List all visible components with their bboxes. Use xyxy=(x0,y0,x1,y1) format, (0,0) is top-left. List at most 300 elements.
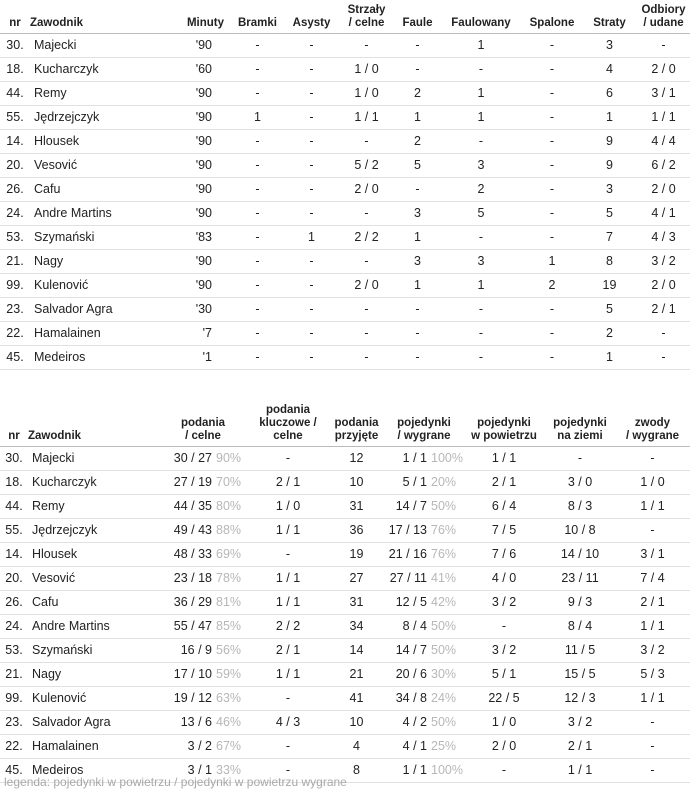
row-fouls: 5 xyxy=(395,153,440,177)
row-dribbles: - xyxy=(615,518,690,542)
row-key-passes: 1 / 1 xyxy=(248,590,328,614)
passes-value: 13 / 6 xyxy=(180,715,212,729)
duels-value: 1 / 1 xyxy=(402,763,427,777)
row-air-duels: 3 / 2 xyxy=(463,590,545,614)
row-offsides: - xyxy=(522,225,582,249)
passes-percent: 69% xyxy=(216,547,242,561)
table-row xyxy=(0,345,690,369)
row-duels xyxy=(385,518,463,542)
header-nr: nr xyxy=(0,400,28,446)
row-air-duels: 1 / 0 xyxy=(463,710,545,734)
duels-percent: 76% xyxy=(431,523,457,537)
row-fouled: 3 xyxy=(440,249,522,273)
row-player: Salvador Agra xyxy=(30,297,160,321)
row-ground-duels: 15 / 5 xyxy=(545,662,615,686)
duels-percent: 20% xyxy=(431,475,457,489)
row-losses: 6 xyxy=(582,81,637,105)
duels-percent: 100% xyxy=(431,763,463,777)
row-ground-duels: 2 / 1 xyxy=(545,734,615,758)
row-duels xyxy=(385,470,463,494)
row-assists: - xyxy=(285,345,338,369)
row-shots: 2 / 0 xyxy=(338,177,395,201)
row-ground-duels: 1 / 1 xyxy=(545,758,615,782)
duels-value: 1 / 1 xyxy=(402,451,427,465)
row-shots: 1 / 1 xyxy=(338,105,395,129)
row-player: Nagy xyxy=(28,662,158,686)
row-assists: - xyxy=(285,57,338,81)
passes-percent: 70% xyxy=(216,475,242,489)
row-dribbles: - xyxy=(615,446,690,470)
row-received: 31 xyxy=(328,590,385,614)
row-dribbles: - xyxy=(615,734,690,758)
row-air-duels: 1 / 1 xyxy=(463,446,545,470)
row-goals: - xyxy=(230,249,285,273)
row-passes xyxy=(158,710,248,734)
row-passes xyxy=(158,614,248,638)
table-row xyxy=(0,81,690,105)
row-fouls: 3 xyxy=(395,249,440,273)
passes-percent: 33% xyxy=(216,763,242,777)
row-player: Vesović xyxy=(30,153,160,177)
row-ground-duels: 12 / 3 xyxy=(545,686,615,710)
passes-value: 19 / 12 xyxy=(173,691,212,705)
row-assists: - xyxy=(285,105,338,129)
header-recoveries: Odbiory / udane xyxy=(637,0,690,33)
row-passes xyxy=(158,470,248,494)
duels-value: 21 / 16 xyxy=(388,547,427,561)
row-received: 31 xyxy=(328,494,385,518)
duels-percent: 76% xyxy=(431,547,457,561)
passes-value: 17 / 10 xyxy=(173,667,212,681)
row-key-passes: 2 / 1 xyxy=(248,470,328,494)
row-offsides: - xyxy=(522,153,582,177)
table-row xyxy=(0,710,690,734)
row-fouled: - xyxy=(440,129,522,153)
row-player: Szymański xyxy=(28,638,158,662)
row-nr: 18. xyxy=(0,57,30,81)
row-player: Kucharczyk xyxy=(28,470,158,494)
row-losses: 9 xyxy=(582,129,637,153)
row-nr: 23. xyxy=(0,710,28,734)
row-goals: - xyxy=(230,153,285,177)
duels-percent: 42% xyxy=(431,595,457,609)
row-nr: 21. xyxy=(0,249,30,273)
row-player: Kucharczyk xyxy=(30,57,160,81)
row-minutes: '1 xyxy=(160,345,230,369)
row-key-passes: - xyxy=(248,686,328,710)
header-player: Zawodnik xyxy=(30,0,160,33)
row-ground-duels: 3 / 0 xyxy=(545,470,615,494)
row-passes xyxy=(158,686,248,710)
table-row xyxy=(0,33,690,57)
row-air-duels: 4 / 0 xyxy=(463,566,545,590)
row-received: 14 xyxy=(328,638,385,662)
header-duels: pojedynki / wygrane xyxy=(385,400,463,446)
row-assists: - xyxy=(285,81,338,105)
row-goals: - xyxy=(230,57,285,81)
row-shots: 2 / 2 xyxy=(338,225,395,249)
row-offsides: - xyxy=(522,297,582,321)
row-assists: - xyxy=(285,321,338,345)
table-row xyxy=(0,249,690,273)
row-air-duels: 22 / 5 xyxy=(463,686,545,710)
row-shots: - xyxy=(338,297,395,321)
row-fouled: 5 xyxy=(440,201,522,225)
table-row xyxy=(0,297,690,321)
row-recoveries: 4 / 3 xyxy=(637,225,690,249)
row-player: Hamalainen xyxy=(30,321,160,345)
row-recoveries: 1 / 1 xyxy=(637,105,690,129)
row-player: Majecki xyxy=(28,446,158,470)
row-minutes: '90 xyxy=(160,273,230,297)
row-fouls: 1 xyxy=(395,273,440,297)
row-duels xyxy=(385,686,463,710)
row-losses: 3 xyxy=(582,33,637,57)
table-row xyxy=(0,321,690,345)
row-player: Kulenović xyxy=(30,273,160,297)
header-nr: nr xyxy=(0,0,30,33)
row-nr: 22. xyxy=(0,321,30,345)
passes-value: 27 / 19 xyxy=(173,475,212,489)
row-offsides: 1 xyxy=(522,249,582,273)
duels-value: 8 / 4 xyxy=(402,619,427,633)
row-player: Szymański xyxy=(30,225,160,249)
row-player: Hamalainen xyxy=(28,734,158,758)
row-goals: - xyxy=(230,273,285,297)
row-minutes: '90 xyxy=(160,249,230,273)
duels-value: 4 / 2 xyxy=(402,715,427,729)
row-player: Nagy xyxy=(30,249,160,273)
row-assists: - xyxy=(285,177,338,201)
row-offsides: - xyxy=(522,345,582,369)
row-air-duels: 3 / 2 xyxy=(463,638,545,662)
row-player: Medeiros xyxy=(30,345,160,369)
row-nr: 99. xyxy=(0,686,28,710)
row-key-passes: 4 / 3 xyxy=(248,710,328,734)
passes-value: 3 / 1 xyxy=(187,763,212,777)
table-row xyxy=(0,225,690,249)
row-fouled: 2 xyxy=(440,177,522,201)
row-passes xyxy=(158,638,248,662)
row-losses: 19 xyxy=(582,273,637,297)
passes-value: 16 / 9 xyxy=(180,643,212,657)
row-passes xyxy=(158,446,248,470)
row-player: Remy xyxy=(28,494,158,518)
row-recoveries: 4 / 4 xyxy=(637,129,690,153)
row-assists: - xyxy=(285,33,338,57)
row-assists: - xyxy=(285,201,338,225)
row-nr: 22. xyxy=(0,734,28,758)
duels-value: 27 / 11 xyxy=(389,571,427,585)
player-stats-table-1 xyxy=(0,0,690,370)
header-assists: Asysty xyxy=(285,0,338,33)
duels-value: 12 / 5 xyxy=(395,595,427,609)
row-passes xyxy=(158,494,248,518)
row-passes xyxy=(158,542,248,566)
row-offsides: - xyxy=(522,57,582,81)
row-losses: 1 xyxy=(582,105,637,129)
row-losses: 7 xyxy=(582,225,637,249)
row-minutes: '30 xyxy=(160,297,230,321)
table-row xyxy=(0,590,690,614)
row-minutes: '90 xyxy=(160,33,230,57)
row-key-passes: 1 / 1 xyxy=(248,662,328,686)
row-duels xyxy=(385,710,463,734)
row-fouls: - xyxy=(395,57,440,81)
row-ground-duels: - xyxy=(545,446,615,470)
passes-percent: 56% xyxy=(216,643,242,657)
row-fouls: - xyxy=(395,297,440,321)
header-minutes: Minuty xyxy=(160,0,230,33)
row-dribbles: 5 / 3 xyxy=(615,662,690,686)
row-key-passes: - xyxy=(248,542,328,566)
passes-value: 55 / 47 xyxy=(173,619,212,633)
row-duels xyxy=(385,446,463,470)
row-nr: 55. xyxy=(0,105,30,129)
row-goals: 1 xyxy=(230,105,285,129)
duels-value: 14 / 7 xyxy=(395,499,427,513)
row-minutes: '90 xyxy=(160,153,230,177)
header-shots: Strzały / celne xyxy=(338,0,395,33)
row-nr: 18. xyxy=(0,470,28,494)
table-row xyxy=(0,470,690,494)
row-nr: 20. xyxy=(0,153,30,177)
row-fouled: 1 xyxy=(440,273,522,297)
duels-value: 4 / 1 xyxy=(402,739,427,753)
row-player: Vesović xyxy=(28,566,158,590)
table-row xyxy=(0,177,690,201)
table2-header-row xyxy=(0,400,690,446)
row-assists: - xyxy=(285,297,338,321)
duels-percent: 50% xyxy=(431,499,457,513)
row-shots: 1 / 0 xyxy=(338,57,395,81)
row-assists: - xyxy=(285,129,338,153)
table-row xyxy=(0,662,690,686)
row-air-duels: 2 / 0 xyxy=(463,734,545,758)
row-dribbles: 1 / 1 xyxy=(615,494,690,518)
row-nr: 24. xyxy=(0,201,30,225)
header-ground-duels: pojedynki na ziemi xyxy=(545,400,615,446)
row-air-duels: - xyxy=(463,758,545,782)
row-player: Kulenović xyxy=(28,686,158,710)
passes-percent: 81% xyxy=(216,595,242,609)
row-ground-duels: 3 / 2 xyxy=(545,710,615,734)
duels-value: 20 / 6 xyxy=(395,667,427,681)
row-minutes: '90 xyxy=(160,105,230,129)
duels-value: 17 / 13 xyxy=(388,523,427,537)
row-air-duels: 7 / 5 xyxy=(463,518,545,542)
row-nr: 23. xyxy=(0,297,30,321)
duels-percent: 30% xyxy=(431,667,457,681)
row-nr: 20. xyxy=(0,566,28,590)
row-losses: 1 xyxy=(582,345,637,369)
row-nr: 26. xyxy=(0,177,30,201)
row-losses: 5 xyxy=(582,201,637,225)
row-losses: 9 xyxy=(582,153,637,177)
row-recoveries: 2 / 0 xyxy=(637,177,690,201)
row-fouled: - xyxy=(440,321,522,345)
row-minutes: '83 xyxy=(160,225,230,249)
row-ground-duels: 9 / 3 xyxy=(545,590,615,614)
row-fouled: - xyxy=(440,345,522,369)
row-player: Hlousek xyxy=(28,542,158,566)
row-duels xyxy=(385,734,463,758)
header-air-duels: pojedynki w powietrzu xyxy=(463,400,545,446)
table-row xyxy=(0,518,690,542)
row-shots: - xyxy=(338,201,395,225)
row-shots: - xyxy=(338,321,395,345)
row-duels xyxy=(385,638,463,662)
row-nr: 55. xyxy=(0,518,28,542)
row-recoveries: 6 / 2 xyxy=(637,153,690,177)
passes-value: 44 / 35 xyxy=(173,499,212,513)
row-losses: 5 xyxy=(582,297,637,321)
row-fouled: 1 xyxy=(440,33,522,57)
passes-percent: 63% xyxy=(216,691,242,705)
row-dribbles: 7 / 4 xyxy=(615,566,690,590)
table-row xyxy=(0,686,690,710)
row-recoveries: 4 / 1 xyxy=(637,201,690,225)
row-nr: 99. xyxy=(0,273,30,297)
row-losses: 2 xyxy=(582,321,637,345)
duels-percent: 50% xyxy=(431,643,457,657)
row-dribbles: 1 / 1 xyxy=(615,614,690,638)
row-recoveries: 3 / 1 xyxy=(637,81,690,105)
row-nr: 30. xyxy=(0,33,30,57)
row-ground-duels: 11 / 5 xyxy=(545,638,615,662)
row-recoveries: - xyxy=(637,321,690,345)
row-air-duels: 7 / 6 xyxy=(463,542,545,566)
row-recoveries: 2 / 0 xyxy=(637,57,690,81)
row-offsides: - xyxy=(522,177,582,201)
row-minutes: '90 xyxy=(160,129,230,153)
header-offsides: Spalone xyxy=(522,0,582,33)
passes-percent: 46% xyxy=(216,715,242,729)
row-player: Jędrzejczyk xyxy=(30,105,160,129)
row-recoveries: 2 / 0 xyxy=(637,273,690,297)
row-nr: 14. xyxy=(0,542,28,566)
row-fouled: 1 xyxy=(440,105,522,129)
table-row xyxy=(0,105,690,129)
row-received: 10 xyxy=(328,470,385,494)
row-dribbles: 3 / 1 xyxy=(615,542,690,566)
header-received: podania przyjęte xyxy=(328,400,385,446)
duels-value: 34 / 8 xyxy=(395,691,427,705)
header-goals: Bramki xyxy=(230,0,285,33)
table-row xyxy=(0,446,690,470)
row-received: 36 xyxy=(328,518,385,542)
duels-value: 5 / 1 xyxy=(402,475,427,489)
row-key-passes: 2 / 1 xyxy=(248,638,328,662)
row-losses: 4 xyxy=(582,57,637,81)
row-duels xyxy=(385,566,463,590)
row-dribbles: 2 / 1 xyxy=(615,590,690,614)
table-row xyxy=(0,542,690,566)
row-nr: 45. xyxy=(0,758,28,782)
row-player: Andre Martins xyxy=(28,614,158,638)
row-passes xyxy=(158,566,248,590)
row-received: 8 xyxy=(328,758,385,782)
table-row xyxy=(0,638,690,662)
row-nr: 14. xyxy=(0,129,30,153)
row-player: Medeiros xyxy=(28,758,158,782)
player-stats-table-2 xyxy=(0,400,690,783)
row-player: Majecki xyxy=(30,33,160,57)
row-fouled: - xyxy=(440,297,522,321)
row-key-passes: 2 / 2 xyxy=(248,614,328,638)
row-minutes: '90 xyxy=(160,177,230,201)
row-nr: 53. xyxy=(0,225,30,249)
row-ground-duels: 8 / 3 xyxy=(545,494,615,518)
duels-percent: 25% xyxy=(431,739,457,753)
header-dribbles: zwody / wygrane xyxy=(615,400,690,446)
row-nr: 53. xyxy=(0,638,28,662)
row-received: 12 xyxy=(328,446,385,470)
row-ground-duels: 14 / 10 xyxy=(545,542,615,566)
row-received: 21 xyxy=(328,662,385,686)
row-offsides: - xyxy=(522,321,582,345)
row-nr: 44. xyxy=(0,494,28,518)
row-dribbles: 1 / 0 xyxy=(615,470,690,494)
row-fouled: - xyxy=(440,57,522,81)
passes-percent: 88% xyxy=(216,523,242,537)
table-row xyxy=(0,734,690,758)
row-goals: - xyxy=(230,225,285,249)
row-air-duels: 6 / 4 xyxy=(463,494,545,518)
passes-percent: 80% xyxy=(216,499,242,513)
row-fouled: 1 xyxy=(440,81,522,105)
row-recoveries: 2 / 1 xyxy=(637,297,690,321)
row-minutes: '90 xyxy=(160,81,230,105)
row-player: Andre Martins xyxy=(30,201,160,225)
row-goals: - xyxy=(230,201,285,225)
row-air-duels: 5 / 1 xyxy=(463,662,545,686)
row-passes xyxy=(158,734,248,758)
row-offsides: - xyxy=(522,81,582,105)
row-goals: - xyxy=(230,297,285,321)
row-dribbles: 3 / 2 xyxy=(615,638,690,662)
row-received: 10 xyxy=(328,710,385,734)
row-fouls: - xyxy=(395,177,440,201)
row-shots: 5 / 2 xyxy=(338,153,395,177)
row-player: Remy xyxy=(30,81,160,105)
legend-note: legenda: pojedynki w powietrzu / pojedynki w powietrzu wygrane xyxy=(4,775,347,789)
row-nr: 21. xyxy=(0,662,28,686)
table-row xyxy=(0,57,690,81)
row-ground-duels: 8 / 4 xyxy=(545,614,615,638)
row-player: Salvador Agra xyxy=(28,710,158,734)
row-fouls: 1 xyxy=(395,225,440,249)
row-assists: - xyxy=(285,273,338,297)
row-nr: 45. xyxy=(0,345,30,369)
row-assists: - xyxy=(285,153,338,177)
row-player: Hlousek xyxy=(30,129,160,153)
row-air-duels: 2 / 1 xyxy=(463,470,545,494)
row-goals: - xyxy=(230,81,285,105)
duels-percent: 100% xyxy=(431,451,463,465)
row-offsides: 2 xyxy=(522,273,582,297)
row-nr: 44. xyxy=(0,81,30,105)
row-duels xyxy=(385,590,463,614)
row-passes xyxy=(158,518,248,542)
row-duels xyxy=(385,662,463,686)
passes-percent: 67% xyxy=(216,739,242,753)
row-received: 34 xyxy=(328,614,385,638)
row-fouls: - xyxy=(395,321,440,345)
row-key-passes: 1 / 0 xyxy=(248,494,328,518)
row-shots: - xyxy=(338,249,395,273)
row-shots: 1 / 0 xyxy=(338,81,395,105)
